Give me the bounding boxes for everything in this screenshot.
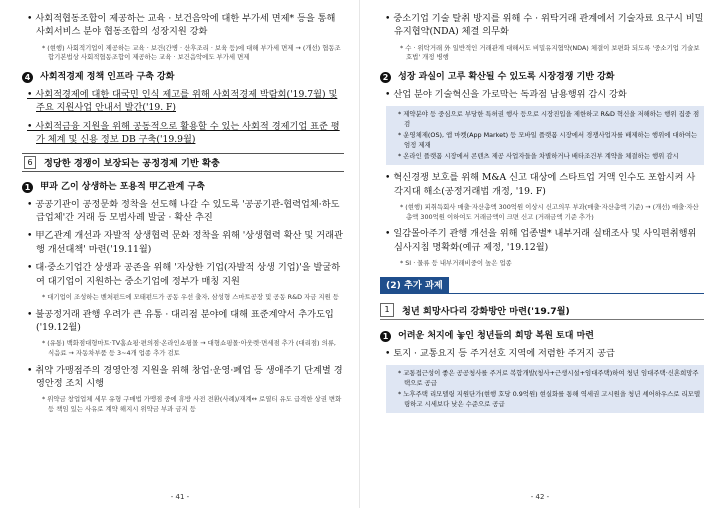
note-ma-report: * (현행) 피취득회사 매출·자산총액 300억원 이상시 신고의무 부과(매출·자산총액 기준) → (개선) 매출·자산총액 300억원 이하여도 거래금액이 크면 신고 (거래금액 기준 추가) xyxy=(400,203,699,221)
note-internal-trade: * SI · 물류 등 내부거래비중이 높은 업종 xyxy=(400,259,512,268)
highlight-item: * 운영체제(OS), 앱 마켓(App Market) 등 모바일 플랫폼 시장에서 경쟁사업자를 배제하는 행위에 대하여는 엄정 제재 xyxy=(398,131,698,150)
bullet-mid-enterprise: • 대·중소기업간 상생과 공존을 위해 '자상한 기업(자발적 상생 기업)'을 발굴하여 대기업이 지원하는 중소기업에 정부가 매칭 지원 xyxy=(27,262,341,287)
section-6-heading xyxy=(22,153,344,172)
page-number: - 41 - xyxy=(170,493,190,501)
note-franchise: * 위약금 창업업체 세무 유형 구매법 가맹점 중에 휴방 사전 전환(사례)/재계↔ 로열티 유도 급격한 상권 변화 등 책임 있는 사유로 계약 해지시 위약금 부과 금지 등 xyxy=(42,395,342,414)
bullet-expo: • 사회적경제에 대한 대국민 인식 제고를 위해 사회적경제 박람회('19.7월) 및 주요 지원사업 안내서 발간('19. F) xyxy=(27,89,338,114)
section-6-title: 정당한 경쟁이 보장되는 공정경제 기반 확충 xyxy=(44,158,220,170)
section-4-heading xyxy=(22,69,344,83)
note-coop-vat: * (현행) 사회적기업이 제공하는 교육 · 보건(간병 · 산후조리 · 보육 등)에 대해 부가세 면제 → (개선) 협동조합기본법상 사회적협동조합이 제공하는 교육 · 보건음악에도 부가세 면제 xyxy=(42,43,341,62)
subsection-1-heading xyxy=(22,179,344,193)
number-1-icon: 1 xyxy=(22,182,33,193)
number-2-icon: 2 xyxy=(380,72,391,83)
task-1-title: 청년 희망사다리 강화방안 마련('19.7월) xyxy=(402,306,570,318)
highlight-box-housing xyxy=(386,365,704,413)
note-mid-enterprise: * 대기업이 조성하는 벤처펀드에 모태펀드가 공동 우선 출자, 삼성형 스마트공장 및 공동 R&D 자금 지원 등 xyxy=(42,293,339,302)
section-2-heading xyxy=(380,69,704,83)
note-tech-theft: * 수 · 위탁거래 外 일반적인 거래관계 대해서도 비밀유지협약(NDA) 체결이 보편화 되도록 '중소기업 기술보호법' 개정 병행 xyxy=(400,43,700,62)
section-4-title: 사회적경제 정책 인프라 구축 강화 xyxy=(40,72,175,82)
number-6-box: 6 xyxy=(24,156,36,169)
highlight-item: * 온라인 플랫폼 시장에서 콘텐츠 제공 사업자들을 차별하거나 배타조건부 계약을 체결하는 행위 감시 xyxy=(398,152,679,161)
highlight-item: * 교통접근성이 좋은 공공청사를 주거로 복합개발(청사+근생시설+임대주택)하여 청년 임대주택·신혼희망주택으로 공급 xyxy=(398,369,699,388)
bullet-tech-theft: • 중소기업 기술 탈취 방지를 위해 수 · 위탁거래 관계에서 기술자료 요구시 비밀유지협약(NDA) 체결 의무화 xyxy=(385,13,704,38)
number-4-icon: 4 xyxy=(22,72,33,83)
highlight-item: * 제약분야 등 중심으로 부당한 특허권 행사 등으로 시장진입을 제한하고 R&D 혁신을 저해하는 행위 집중 점검 xyxy=(398,110,700,129)
bullet-housing: • 토지 · 교통요지 등 주거선호 지역에 저렴한 주거지 공급 xyxy=(385,347,615,359)
number-1-icon: 1 xyxy=(380,331,391,342)
subtask-1-heading xyxy=(380,328,704,342)
bullet-public-institution: • 공공기관이 공정문화 정착을 선도해 나갈 수 있도록 '공공기관-협력업체·하도급업체'간 거래 등 모범사례 발굴 · 확산 추진 xyxy=(27,198,340,224)
bullet-standard-db: • 사회적금융 지원을 위해 공동적으로 활용할 수 있는 사회적 경제기업 표준 평가 체계 및 신용 정보 DB 구축('19.9월) xyxy=(27,120,340,146)
bullet-internal-trade: • 일감몰아주기 관행 개선을 위해 업종별* 내부거래 실태조사 및 사익편취행위 심사지침 명확화(예규 제정, '19.12월) xyxy=(385,228,697,253)
bullet-coop-vat: • 사회적협동조합이 제공하는 교육 · 보건음악에 대한 부가세 면제* 등을 통해 사회서비스 분야 협동조합의 성장지원 강화 xyxy=(27,13,336,38)
additional-tasks-title: (2) 추가 과제 xyxy=(380,277,449,294)
highlight-box-monopoly xyxy=(386,106,704,165)
bullet-franchise: • 취약 가맹점주의 경영안정 지원을 위해 창업·운영·폐업 등 생애주기 단계별 경영안정 조치 시행 xyxy=(27,364,343,390)
additional-tasks-tab xyxy=(380,277,704,294)
bullet-improve-plan: • 甲乙관계 개선과 자발적 상생협력 문화 정착을 위해 '상생협력 확산 및 거래관행 개선대책' 마련('19.11월) xyxy=(27,230,343,255)
note-unfair-trade: * (유통) 백화점대형마트·TV홈쇼핑·편의점·온라인쇼핑몰 → 대형쇼핑몰·아웃렛·면세점 추가 (대리점) 의류, 식음료 → 자동차부품 등 3~4개 업종 추가 검토 xyxy=(42,339,336,358)
bullet-industry-monopoly: • 산업 분야 기술혁신을 가로막는 독과점 남용행위 감시 강화 xyxy=(385,89,627,100)
highlight-item: * 노후주택 리모델링 지원단가(현행 호당 0.9억원) 현실화를 통해 역세권 고시원을 청년 셰어하우스로 리모델링하고 시세보다 낮은 수준으로 공급 xyxy=(398,390,701,409)
page-42 xyxy=(360,0,720,508)
section-2-title: 성장 과실이 고루 확산될 수 있도록 시장경쟁 기반 강화 xyxy=(398,72,615,82)
subtask-1-title: 어려운 처지에 놓인 청년들의 희망 복원 토대 마련 xyxy=(398,330,594,341)
page-number: - 42 - xyxy=(530,493,550,501)
tab-underline xyxy=(449,277,704,294)
bullet-ma-report: • 혁신경쟁 보호를 위해 M&A 신고 대상에 스타트업 거액 인수도 포함시켜 사각지대 해소(공정거래법 개정, '19. F) xyxy=(385,172,696,197)
task-1-heading xyxy=(380,302,704,320)
bullet-unfair-trade: • 불공정거래 관행 우려가 큰 유통 · 대리점 분야에 대해 표준계약서 추가도입('19.12월) xyxy=(27,308,334,334)
subsection-1-title: 甲과 乙이 상생하는 포용적 甲乙관계 구축 xyxy=(40,181,205,192)
task-1-number-box: 1 xyxy=(380,303,394,317)
